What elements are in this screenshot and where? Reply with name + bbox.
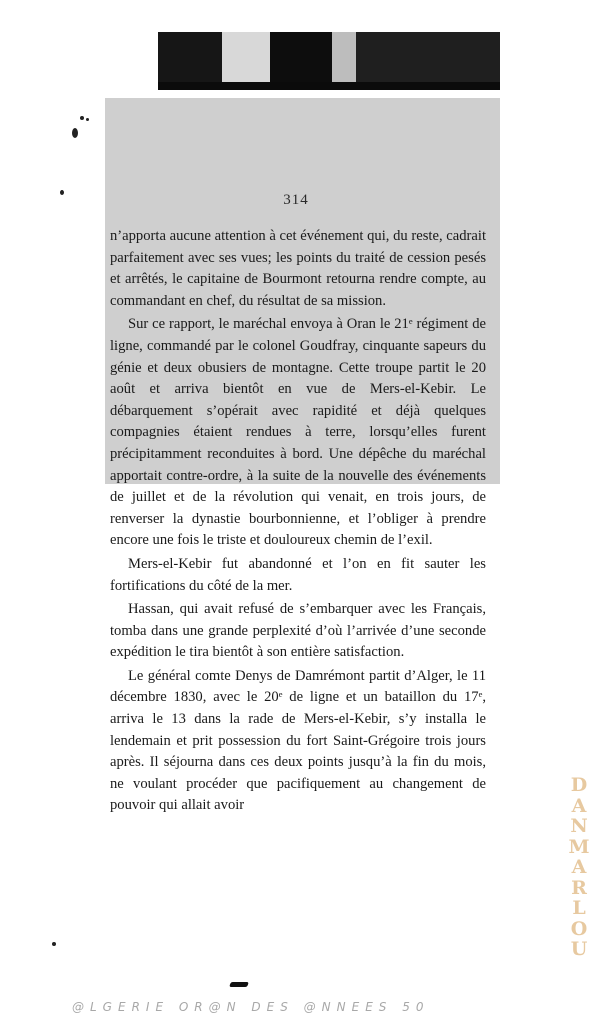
paragraph: Le général comte Denys de Damrémont partit d’Alger, le 11 décembre 1830, avec le 20ᵉ de ligne et un bataillon du 17ᵉ, arriva le 13 dans la rade de Mers-el-Kebir, s’y installa le lendemain et prit possession du fort Saint-Grégoire trois jours après. Il séjourna dans ces deux points jusqu’à la fin du mois, ne voulant procéder que pacifiquement au changement de pouvoir qui allait avoir <box>110 667 486 814</box>
body-text <box>110 226 486 817</box>
watermark-letter: O <box>570 917 588 940</box>
paragraph: Mers-el-Kebir fut abandonné et l’on en fit sauter les fortifications du côté de la mer. <box>110 555 486 594</box>
paragraph: Hassan, qui avait refusé de s’embarquer avec les Français, tomba dans une grande perplexité d’où l’arrivée d’une seconde expédition le tira bientôt à son entière satisfaction. <box>110 601 486 661</box>
ink-dash <box>229 982 249 987</box>
watermark-letter: N <box>570 815 588 837</box>
page-number: 314 <box>283 192 309 208</box>
watermark-letter: R <box>571 876 587 899</box>
footer-watermark: @LGERIE OR@N DES @NNEES 50 <box>72 1000 430 1014</box>
watermark-letter: M <box>568 835 590 858</box>
scan-edge-band <box>158 32 500 90</box>
watermark-letter: U <box>570 938 588 960</box>
watermark-letter: A <box>571 794 587 817</box>
ink-speck <box>86 118 89 121</box>
watermark-letter: D <box>570 774 588 796</box>
ink-speck <box>72 128 78 138</box>
vertical-watermark <box>566 775 592 960</box>
watermark-letter: A <box>571 856 587 878</box>
ink-speck <box>52 942 56 946</box>
watermark-letter: L <box>572 897 586 919</box>
ink-speck <box>80 116 84 120</box>
paragraph: n’apporta aucune attention à cet événement qui, du reste, cadrait parfaitement avec ses vues; les points du traité de cession pesés et arrêtés, le capitaine de Bourmont retourna rendre compte, au commandant en chef, du résultat de sa mission. <box>110 228 486 309</box>
scan-band-strip <box>158 82 500 90</box>
paragraph: Sur ce rapport, le maréchal envoya à Oran le 21ᵉ régiment de ligne, commandé par le colonel Goudfray, cinquante sapeurs du génie et deux obusiers de montagne. Cette troupe partit le 20 août et arriva bientôt en vue de Mers-el-Kebir. Le débarquement s’opérait avec rapidité et déjà quelques compagnies étaient rendues à terre, lorsqu’elles furent précipitamment reconduites à bord. Une dépêche du maréchal apportait contre-ordre, à la suite de la nouvelle des événements de juillet et de la révolution qui venait, en trois jours, de renverser la dynastie bourbonnienne, et l’obliger à prendre encore une fois le triste et douloureux chemin de l’exil. <box>110 316 486 549</box>
